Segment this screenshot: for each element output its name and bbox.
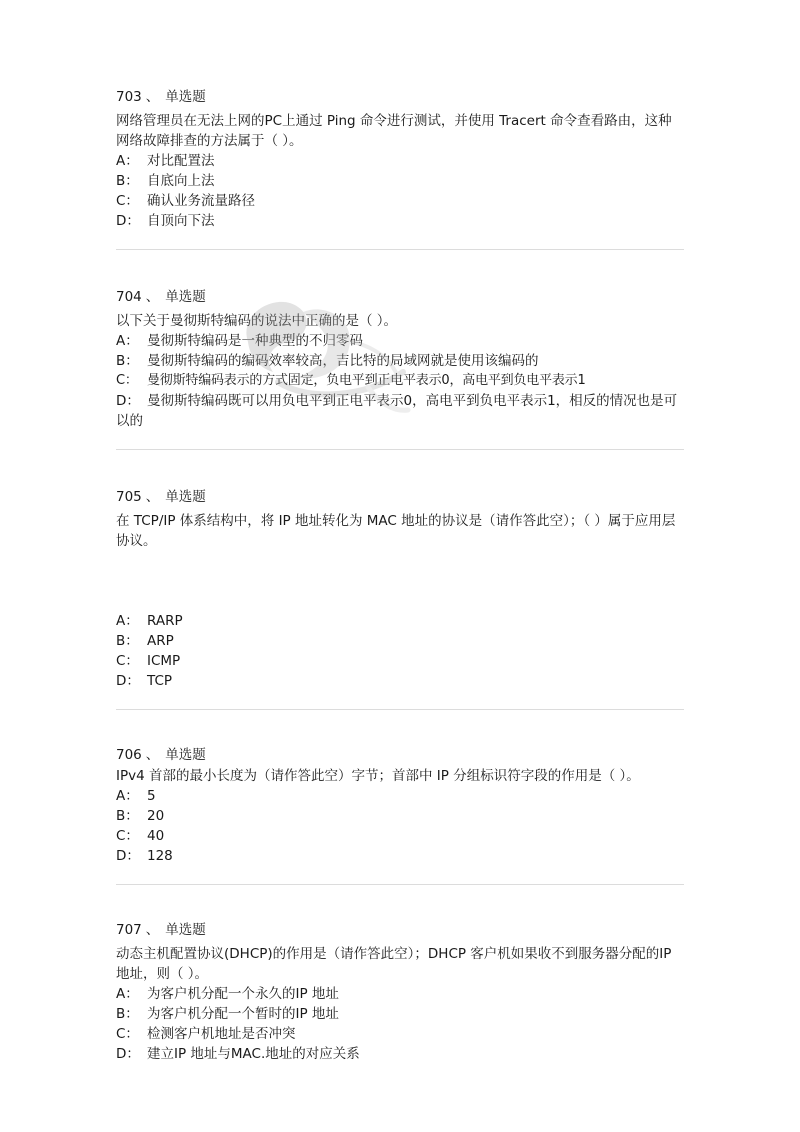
option-text: 确认业务流量路径	[147, 193, 255, 209]
option-letter: C：	[116, 373, 138, 388]
option-letter: B：	[116, 353, 139, 369]
option-c[interactable]	[116, 651, 684, 671]
question-number: 705	[116, 489, 142, 505]
option-letter: D：	[116, 213, 140, 229]
option-text: 自底向上法	[147, 173, 215, 189]
option-a[interactable]	[116, 151, 684, 171]
option-list	[116, 611, 684, 691]
question-stem: 网络管理员在无法上网的PC上通过 Ping 命令进行测试，并使用 Tracert 命令查看路由，这种网络故障排查的方法属于（ ）。	[116, 113, 672, 149]
option-a[interactable]	[116, 331, 684, 351]
option-letter: C：	[116, 828, 139, 844]
question-type: 单选题	[165, 89, 206, 105]
question-number: 703	[116, 89, 142, 105]
option-text: RARP	[147, 613, 183, 629]
option-b[interactable]	[116, 1004, 684, 1024]
option-letter: A：	[116, 153, 139, 169]
option-letter: A：	[116, 613, 139, 629]
question-separator: 、	[145, 922, 160, 938]
question-separator: 、	[145, 89, 160, 105]
question-stem: 以下关于曼彻斯特编码的说法中正确的是（ ）。	[116, 313, 398, 329]
question-type: 单选题	[165, 747, 206, 763]
question-705	[116, 487, 684, 691]
option-d[interactable]	[116, 671, 684, 691]
question-type: 单选题	[165, 489, 206, 505]
question-header	[116, 487, 684, 507]
question-number: 704	[116, 289, 142, 305]
option-a[interactable]	[116, 984, 684, 1004]
option-c[interactable]	[116, 1024, 684, 1044]
option-text: 对比配置法	[147, 153, 215, 169]
option-text: 曼彻斯特编码表示的方式固定，负电平到正电平表示0，高电平到负电平表示1	[147, 373, 586, 388]
option-letter: A：	[116, 788, 139, 804]
question-number: 706	[116, 747, 142, 763]
question-number: 707	[116, 922, 142, 938]
option-d[interactable]	[116, 391, 684, 431]
option-list	[116, 151, 684, 231]
option-text: 曼彻斯特编码既可以用负电平到正电平表示0，高电平到负电平表示1，相反的情况也是可以的	[116, 393, 678, 429]
option-c[interactable]	[116, 191, 684, 211]
option-letter: A：	[116, 333, 139, 349]
option-list	[116, 331, 684, 431]
question-stem: 在 TCP/IP 体系结构中，将 IP 地址转化为 MAC 地址的协议是（请作答此空）；（ ）属于应用层协议。	[116, 513, 676, 549]
option-list	[116, 786, 684, 866]
option-text: 检测客户机地址是否冲突	[147, 1026, 296, 1042]
question-separator: 、	[145, 489, 160, 505]
option-d[interactable]	[116, 846, 684, 866]
option-letter: B：	[116, 1006, 139, 1022]
option-b[interactable]	[116, 631, 684, 651]
option-text: 曼彻斯特编码是一种典型的不归零码	[147, 333, 363, 349]
option-letter: B：	[116, 173, 139, 189]
option-d[interactable]	[116, 1044, 684, 1064]
option-b[interactable]	[116, 351, 684, 371]
option-text: 128	[147, 848, 173, 864]
option-text: 为客户机分配一个暂时的IP 地址	[147, 1006, 339, 1022]
option-b[interactable]	[116, 806, 684, 826]
question-header	[116, 920, 684, 940]
question-type: 单选题	[165, 922, 206, 938]
option-letter: A：	[116, 986, 139, 1002]
question-header	[116, 87, 684, 107]
question-header	[116, 287, 684, 307]
question-stem: IPv4 首部的最小长度为（请作答此空）字节；首部中 IP 分组标识符字段的作用是（ ）。	[116, 768, 640, 784]
option-text: ARP	[147, 633, 174, 649]
question-divider	[116, 884, 684, 885]
option-d[interactable]	[116, 211, 684, 231]
question-separator: 、	[145, 289, 160, 305]
option-text: 建立IP 地址与MAC.地址的对应关系	[147, 1046, 360, 1062]
option-c[interactable]	[116, 371, 684, 391]
option-letter: D：	[116, 1046, 140, 1062]
option-a[interactable]	[116, 786, 684, 806]
question-divider	[116, 249, 684, 250]
question-header	[116, 745, 684, 765]
option-text: TCP	[147, 673, 173, 689]
question-divider	[116, 449, 684, 450]
option-letter: C：	[116, 653, 139, 669]
option-text: 5	[147, 788, 156, 804]
option-letter: D：	[116, 393, 140, 409]
option-text: 20	[147, 808, 165, 824]
option-letter: B：	[116, 808, 139, 824]
question-703	[116, 87, 684, 231]
option-text: 40	[147, 828, 165, 844]
option-letter: D：	[116, 848, 140, 864]
question-704	[116, 287, 684, 431]
option-a[interactable]	[116, 611, 684, 631]
option-text: 自顶向下法	[147, 213, 215, 229]
option-letter: B：	[116, 633, 139, 649]
question-divider	[116, 709, 684, 710]
option-letter: D：	[116, 673, 140, 689]
option-c[interactable]	[116, 826, 684, 846]
option-letter: C：	[116, 1026, 139, 1042]
option-text: ICMP	[147, 653, 181, 669]
option-letter: C：	[116, 193, 139, 209]
question-706	[116, 745, 684, 866]
question-type: 单选题	[165, 289, 206, 305]
option-text: 为客户机分配一个永久的IP 地址	[147, 986, 339, 1002]
question-stem: 动态主机配置协议(DHCP)的作用是（请作答此空）；DHCP 客户机如果收不到服务器分配的IP 地址，则（ ）。	[116, 946, 672, 982]
option-text: 曼彻斯特编码的编码效率较高，吉比特的局域网就是使用该编码的	[147, 353, 539, 369]
question-707	[116, 920, 684, 1064]
question-separator: 、	[145, 747, 160, 763]
option-b[interactable]	[116, 171, 684, 191]
option-list	[116, 984, 684, 1064]
